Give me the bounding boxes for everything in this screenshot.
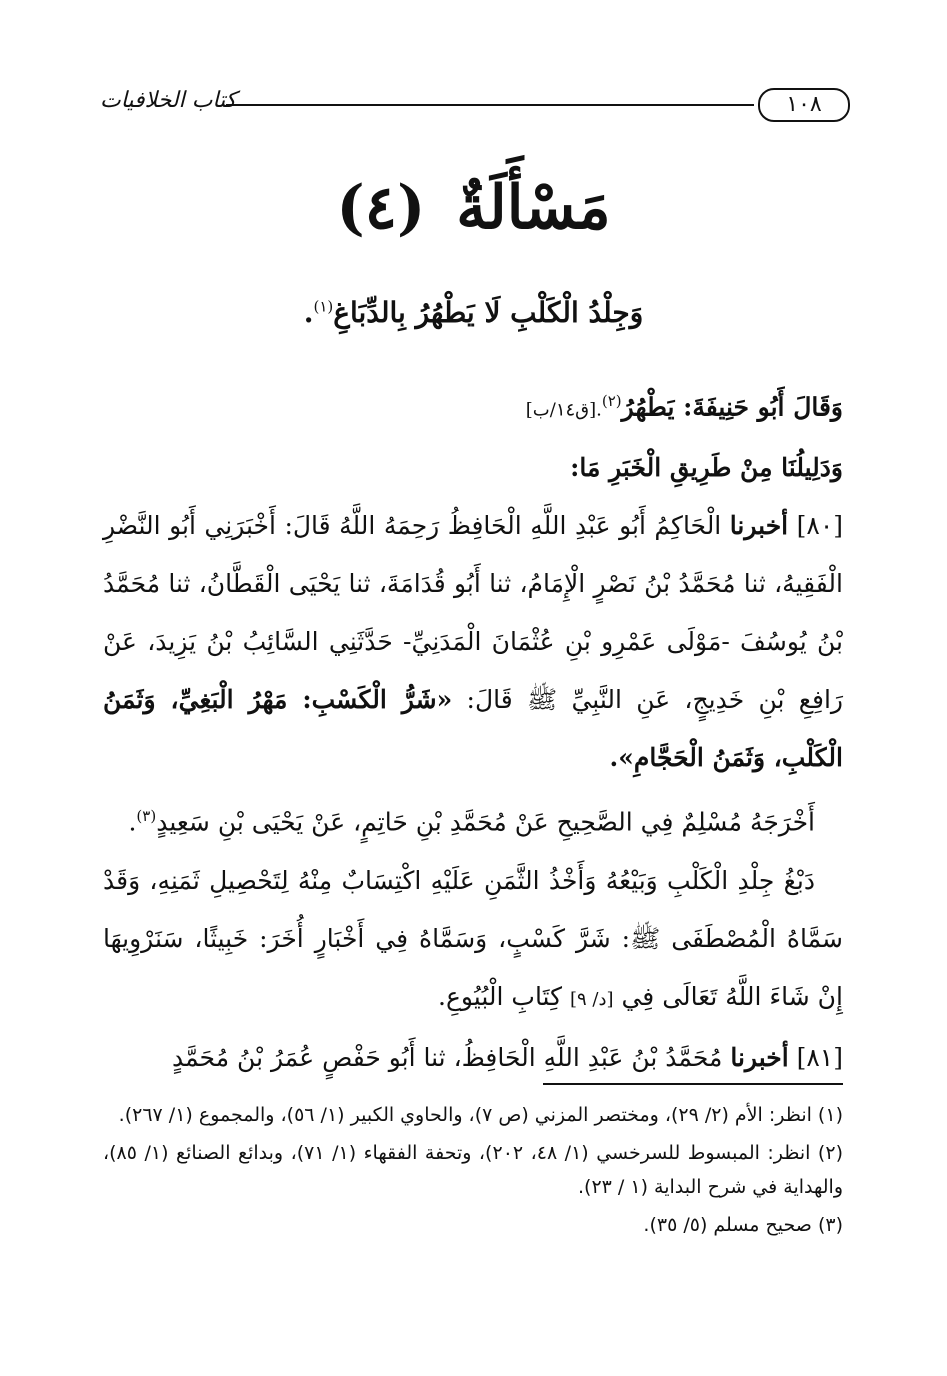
abu-hanifa-text: وَقَالَ أَبُو حَنِيفَةَ: يَطْهُرُ [621,392,843,422]
hadith-chain-81: مُحَمَّدُ بْنُ عَبْدِ اللَّهِ الْحَافِظُ، ثنا أَبُو حَفْصٍ عُمَرُ بْنُ مُحَمَّدٍ [171,1042,723,1072]
paragraph-takhrij [103,787,843,851]
ruling-text: وَجِلْدُ الْكَلْبِ لَا يَطْهُرُ بِالدِّبَاغِ [333,296,644,329]
hadith-80 [103,497,843,787]
hadith-number: [٨٠] [796,511,844,541]
ruling-statement [0,296,947,329]
ruling-end: . [303,296,314,329]
hadith-number-81: [٨١] [796,1042,843,1072]
hadith-matn: «شَرُّ الْكَسْبِ: مَهْرُ الْبَغِيِّ، وَثَمَنُ الْكَلْبِ، وَثَمَنُ الْحَجَّامِ». [103,685,843,773]
paragraph-commentary [103,852,843,1029]
footnote-1: (١) انظر: الأم (٢/ ٢٩)، ومختصر المزني (ص ٧)، والحاوي الكبير (١/ ٥٦)، والمجموع (١/ ٢٦٧). [118,1104,843,1126]
takhrij-end: . [128,807,137,837]
header-divider [226,104,754,106]
heading-number: (٤) [336,173,426,243]
hadith-lead-81: أخبرنا [730,1042,789,1072]
commentary-text: دَبْغُ جِلْدِ الْكَلْبِ وَبَيْعُهُ وَأَخْذُ الثَّمَنِ عَلَيْهِ اكْتِسَابٌ مِنْهُ لِتَحْصِيلِ ثَمَنِهِ، وَقَدْ سَمَّاهُ الْمُصْطَفَى ﷺ: شَرَّ كَسْبٍ، وَسَمَّاهُ فِي أَخْبَارٍ أُخَرَ: خَبِيثًا، سَنَرْوِيهَا إِنْ شَاءَ اللَّهُ تَعَالَى فِي [103,865,843,1011]
manuscript-ref-2: [د/ ٩] [569,988,614,1010]
hadith-chain: الْحَاكِمُ أَبُو عَبْدِ اللَّهِ الْحَافِظُ رَحِمَهُ اللَّهُ قَالَ: أَخْبَرَنِي أَبُو النَّضْرِ الْفَقِيهُ، ثنا مُحَمَّدُ بْنُ نَصْرٍ الْإِمَامُ، ثنا أَبُو قُدَامَةَ، ثنا يَحْيَى الْقَطَّانُ، ثنا مُحَمَّدُ بْنُ يُوسُفَ -مَوْلَى عَمْرِو بْنِ عُثْمَانَ الْمَدَنِيِّ- حَدَّثَنِي السَّائِبُ بْنُ يَزِيدَ، عَنْ رَافِعِ بْنِ خَدِيجٍ، عَنِ النَّبِيِّ ﷺ قَالَ: [103,511,843,715]
main-text [103,372,843,1087]
hadith-lead: أخبرنا [729,511,789,541]
heading-title: مَسْأَلَةٌ [456,173,611,243]
section-heading [0,168,947,248]
paragraph-evidence: وَدَلِيلُنَا مِنْ طَرِيقِ الْخَبَرِ مَا: [570,453,843,483]
running-title: كتاب الخلافيات [100,88,237,113]
hadith-81 [103,1029,843,1087]
footnote-3: (٣) صحيح مسلم (٥/ ٣٥). [643,1214,843,1236]
page-header [100,82,850,130]
footnote-2: (٢) انظر: المبسوط للسرخسي (١/ ٤٨، ٢٠٢)، وتحفة الفقهاء (١/ ٧١)، وبدائع الصنائع (١/ ٨٥)، والهداية في شرح البداية (١ / ٢٣). [103,1142,843,1198]
manuscript-ref: .[ق١٤/ب] [525,399,602,421]
takhrij-text: أَخْرَجَهُ مُسْلِمٌ فِي الصَّحِيحِ عَنْ مُحَمَّدِ بْنِ حَاتِمٍ، عَنْ يَحْيَى بْنِ سَعِيدٍ [156,807,815,837]
page-number: ١٠٨ [758,88,850,122]
footnotes [103,1098,843,1246]
paragraph-abu-hanifa [103,372,843,439]
commentary-tail: كِتَابِ الْبُيُوعِ. [438,981,563,1011]
footnote-separator [543,1083,843,1085]
footnote-mark-3: (٣) [136,807,157,826]
footnote-mark-2: (٢) [601,392,622,410]
footnote-mark-1: (١) [313,297,334,316]
